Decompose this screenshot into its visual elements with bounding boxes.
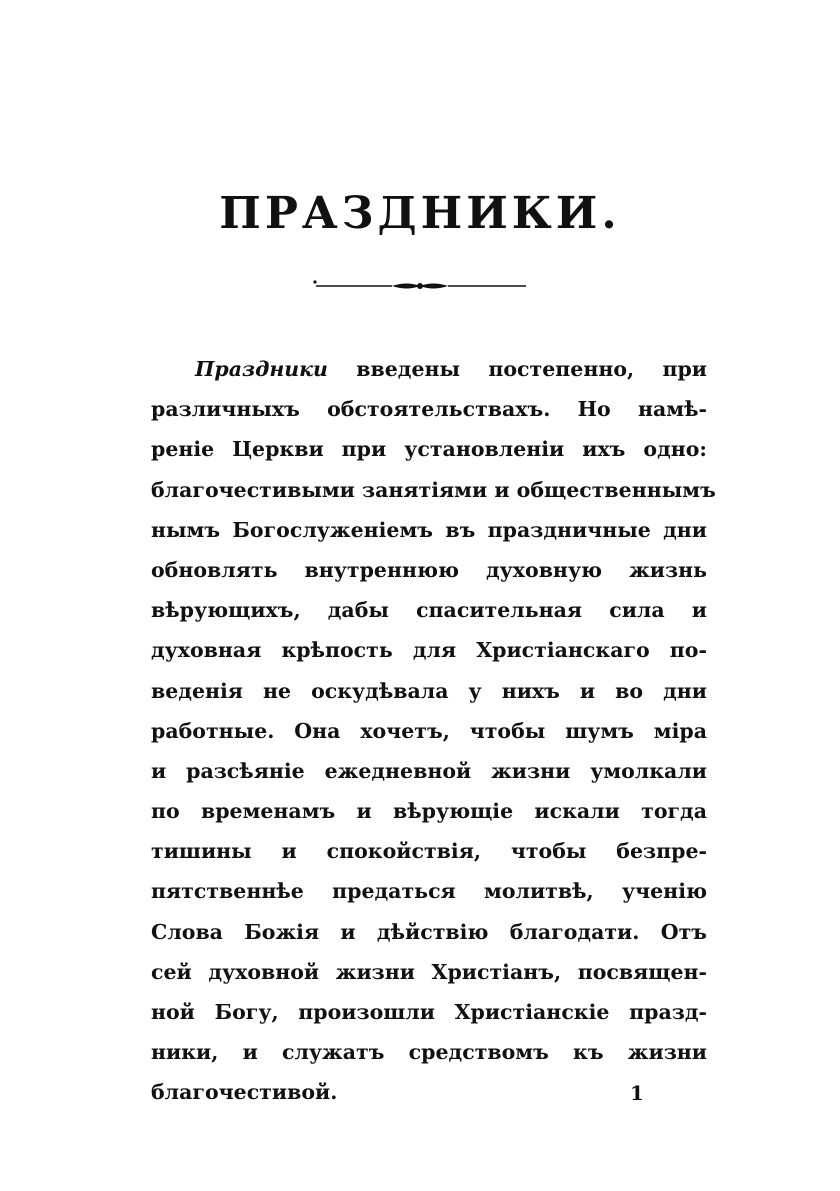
body-paragraph xyxy=(151,349,716,1113)
title-ornament-divider xyxy=(312,276,528,296)
paragraph-line: благочестивыми занятіями и общественнымъ xyxy=(151,477,716,502)
paragraph-line: различныхъ обстоятельствахъ. Но намѣ- xyxy=(151,397,707,422)
emphasized-word: Праздники xyxy=(195,357,328,381)
paragraph-line: Слова Божія и дѣйствію благодати. Отъ xyxy=(151,919,707,944)
paragraph-line: вѣрующихъ, дабы спасительная сила и xyxy=(151,598,707,623)
paragraph-line: духовная крѣпость для Христіанскаго по- xyxy=(151,638,707,663)
paragraph-line: пятственнѣе предаться молитвѣ, ученію xyxy=(151,879,707,904)
paragraph-line: и разсѣяніе ежедневной жизни умолкали xyxy=(151,758,707,783)
paragraph-line: по временамъ и вѣрующіе искали тогда xyxy=(151,799,707,824)
paragraph-line: ники, и служатъ средствомъ къ жизни xyxy=(151,1040,707,1065)
page-title: ПРАЗДНИКИ. xyxy=(219,188,621,239)
page-number: 1 xyxy=(630,1081,644,1105)
paragraph-line: тишины и спокойствія, чтобы безпре- xyxy=(151,839,707,864)
paragraph-line: реніе Церкви при установленіи ихъ одно: xyxy=(151,437,707,462)
paragraph-line: благочестивой. xyxy=(151,1080,338,1105)
paragraph-line: веденія не оскудѣвала у нихъ и во дни xyxy=(151,678,707,703)
paragraph-line: работные. Она хочетъ, чтобы шумъ міра xyxy=(151,718,707,743)
paragraph-line: ной Богу, произошли Христіанскіе празд- xyxy=(151,1000,707,1024)
paragraph-line: Праздники введены постепенно, при xyxy=(195,357,707,381)
paragraph-line: сей духовной жизни Христіанъ, посвящен- xyxy=(151,959,707,984)
paragraph-line: нымъ Богослуженіемъ въ праздничные дни xyxy=(151,517,707,542)
paragraph-line: обновлять внутреннюю духовную жизнь xyxy=(151,557,707,582)
